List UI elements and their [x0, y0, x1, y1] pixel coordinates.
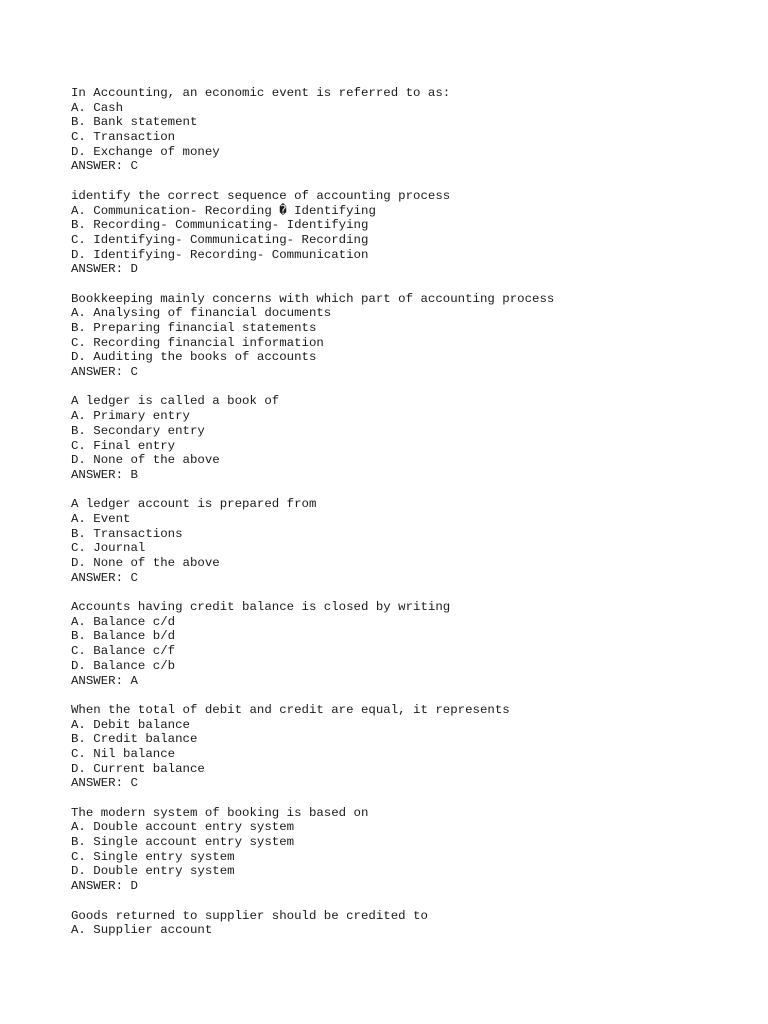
question-block	[71, 806, 751, 894]
question-block	[71, 909, 751, 938]
answer-option: D. Current balance	[71, 761, 205, 776]
answer-option: C. Journal	[71, 541, 146, 556]
question-block	[71, 86, 751, 174]
answer-option: C. Identifying- Communicating- Recording	[71, 232, 369, 247]
answer-option: C. Recording financial information	[71, 335, 324, 350]
answer-option: D. Balance c/b	[71, 658, 176, 673]
answer-key: ANSWER: C	[71, 570, 138, 585]
answer-key: ANSWER: D	[71, 262, 138, 277]
question-text: When the total of debit and credit are equal, it represents	[71, 702, 510, 717]
question-text: Goods returned to supplier should be credited to	[71, 908, 428, 923]
answer-option: A. Event	[71, 511, 131, 526]
answer-key: ANSWER: C	[71, 776, 138, 791]
answer-option: A. Cash	[71, 100, 124, 115]
answer-option: B. Balance b/d	[71, 629, 176, 644]
answer-option: B. Bank statement	[71, 115, 198, 130]
question-text: A ledger is called a book of	[71, 394, 280, 409]
answer-option: A. Debit balance	[71, 717, 190, 732]
answer-option: D. None of the above	[71, 556, 220, 570]
document-body	[71, 86, 751, 953]
answer-option: A. Supplier account	[71, 923, 213, 938]
answer-option: B. Secondary entry	[71, 423, 205, 438]
answer-option: A. Double account entry system	[71, 820, 295, 835]
question-text: Accounts having credit balance is closed by writing	[71, 600, 451, 615]
question-block	[71, 394, 751, 482]
question-block	[71, 292, 751, 380]
question-text: identify the correct sequence of accounting process	[71, 188, 451, 203]
question-block	[71, 189, 751, 277]
answer-key: ANSWER: C	[71, 365, 138, 380]
answer-option: B. Transactions	[71, 526, 183, 541]
answer-option: D. None of the above	[71, 453, 220, 468]
answer-option: C. Balance c/f	[71, 644, 176, 659]
answer-option: C. Nil balance	[71, 746, 176, 761]
answer-option: B. Recording- Communicating- Identifying	[71, 218, 369, 233]
question-text: A ledger account is prepared from	[71, 497, 317, 512]
answer-key: ANSWER: C	[71, 159, 138, 174]
answer-key: ANSWER: A	[71, 673, 138, 688]
question-block	[71, 703, 751, 791]
answer-key: ANSWER: D	[71, 879, 138, 894]
answer-option: C. Transaction	[71, 130, 176, 145]
answer-option: D. Identifying- Recording- Communication	[71, 247, 369, 262]
question-block	[71, 600, 751, 688]
answer-option: B. Single account entry system	[71, 835, 295, 850]
question-text: In Accounting, an economic event is referred to as:	[71, 86, 451, 100]
answer-option: A. Primary entry	[71, 409, 190, 424]
question-text: Bookkeeping mainly concerns with which part of accounting process	[71, 291, 555, 306]
answer-option: B. Credit balance	[71, 732, 198, 747]
question-text: The modern system of booking is based on	[71, 805, 369, 820]
answer-option: A. Analysing of financial documents	[71, 306, 332, 321]
answer-option: C. Final entry	[71, 438, 176, 453]
answer-option: C. Single entry system	[71, 849, 235, 864]
answer-option: D. Exchange of money	[71, 144, 220, 159]
answer-option: B. Preparing financial statements	[71, 321, 317, 335]
answer-option: A. Communication- Recording � Identifying	[71, 203, 376, 218]
question-block	[71, 497, 751, 585]
answer-option: D. Double entry system	[71, 864, 235, 879]
answer-option: D. Auditing the books of accounts	[71, 350, 317, 365]
answer-option: A. Balance c/d	[71, 614, 176, 629]
answer-key: ANSWER: B	[71, 467, 138, 482]
